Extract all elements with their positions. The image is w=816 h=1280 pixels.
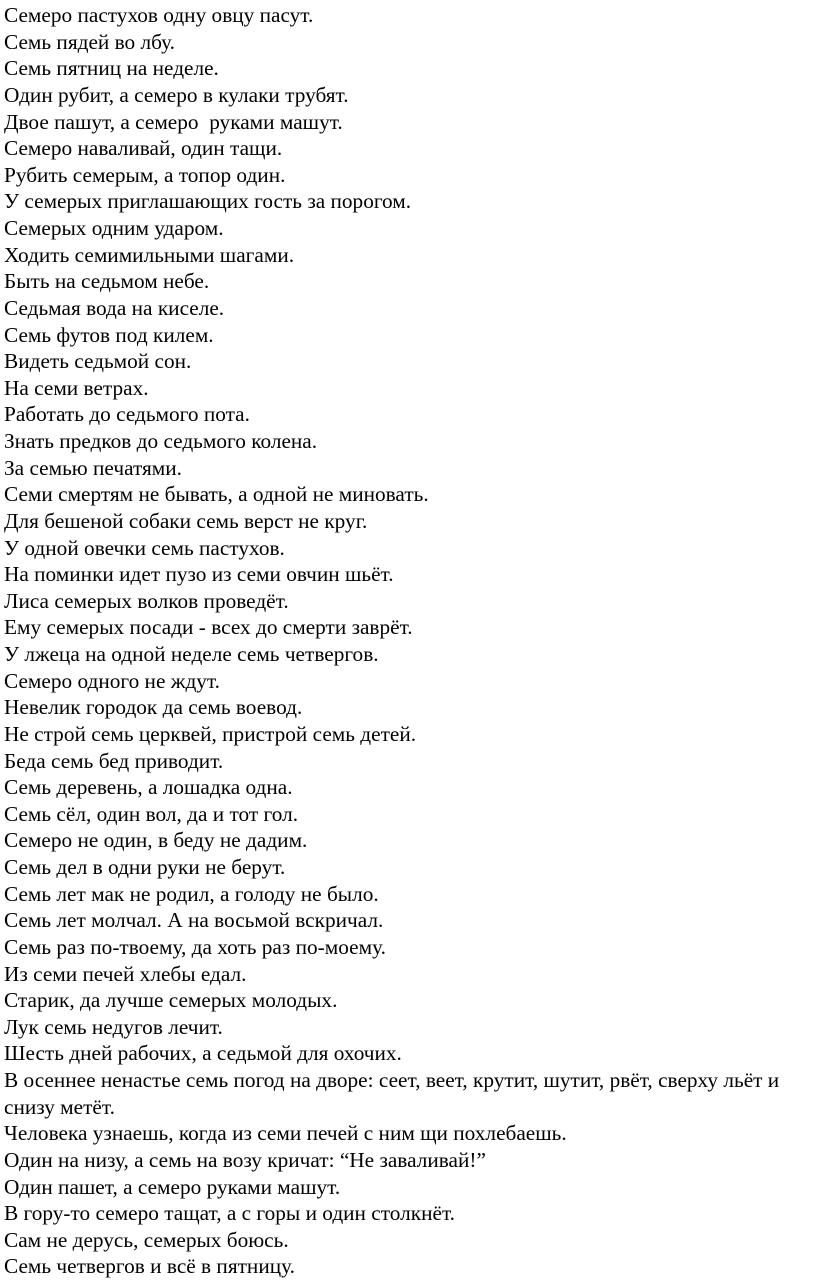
proverb-line: Семеро не один, в беду не дадим. (4, 828, 308, 853)
proverb-line: Седьмая вода на киселе. (4, 295, 225, 320)
proverb-line: Старик, да лучше семерых молодых. (4, 988, 338, 1013)
proverb-line: Человека узнаешь, когда из семи печей с ним щи похлебаешь. (4, 1121, 567, 1146)
proverb-line: Лук семь недугов лечит. (4, 1014, 223, 1039)
proverb-line: Семеро наваливай, один тащи. (4, 136, 283, 161)
proverb-line: У лжеца на одной неделе семь четвергов. (4, 642, 379, 666)
proverb-line: Семь пятниц на неделе. (4, 56, 219, 81)
proverb-line: Семь деревень, а лошадка одна. (4, 775, 293, 800)
proverb-line: Двое пашут, а семеро руками машут. (4, 109, 343, 134)
proverb-line: Ему семерых посади - всех до смерти заврёт. (4, 615, 413, 640)
proverb-line: Ходить семимильными шагами. (4, 242, 295, 267)
proverb-line: Быть на седьмом небе. (4, 269, 210, 294)
proverb-line: Семь футов под килем. (4, 322, 214, 347)
proverb-line: Семь лет молчал. А на восьмой вскричал. (4, 908, 384, 933)
proverb-line: Знать предков до седьмого колена. (4, 429, 318, 453)
proverb-line: Лиса семерых волков проведёт. (4, 588, 289, 613)
proverb-line: Видеть седьмой сон. (4, 349, 192, 374)
proverb-line: Семь раз по-твоему, да хоть раз по-моему. (4, 934, 386, 959)
proverb-line: Один на низу, а семь на возу кричат: “Не заваливай!” (4, 1147, 486, 1172)
proverb-line: Семь четвергов и всё в пятницу. (4, 1254, 295, 1279)
proverb-line: Не строй семь церквей, пристрой семь детей. (4, 721, 417, 746)
proverb-line: В осеннее ненастье семь погод на дворе: сеет, веет, крутит, шутит, рвёт, сверху льёт и снизу метёт. (4, 1068, 780, 1119)
proverb-line: У семерых приглашающих гость за порогом. (4, 189, 412, 214)
proverb-line: Семь лет мак не родил, а голоду не было. (4, 881, 379, 906)
proverb-line: Рубить семерым, а топор один. (4, 162, 286, 187)
proverb-line: Семеро одного не ждут. (4, 668, 220, 693)
proverb-line: Сам не дерусь, семерых боюсь. (4, 1227, 289, 1252)
proverb-line: Для бешеной собаки семь верст не круг. (4, 508, 368, 533)
proverb-line: Семь пядей во лбу. (4, 29, 176, 54)
proverb-line: Семеро пастухов одну овцу пасут. (4, 3, 314, 27)
proverb-line: Один рубит, а семеро в кулаки трубят. (4, 82, 349, 107)
proverb-line: Беда семь бед приводит. (4, 748, 224, 773)
proverb-line: Один пашет, а семеро руками машут. (4, 1174, 341, 1199)
proverb-line: Шесть дней рабочих, а седьмой для охочих. (4, 1041, 402, 1066)
proverb-line: Невелик городок да семь воевод. (4, 695, 303, 720)
proverb-line: За семью печатями. (4, 455, 182, 480)
proverb-line: Семерых одним ударом. (4, 216, 224, 240)
proverb-line: Семи смертям не бывать, а одной не миновать. (4, 482, 429, 507)
proverb-line: Семь дел в одни руки не берут. (4, 855, 286, 879)
proverb-line: На семи ветрах. (4, 375, 149, 400)
proverb-line: Работать до седьмого пота. (4, 402, 250, 427)
proverb-line: В гору-то семеро тащат, а с горы и один столкнёт. (4, 1201, 455, 1226)
proverb-line: Семь сёл, один вол, да и тот гол. (4, 801, 299, 826)
proverb-line: Из семи печей хлебы едал. (4, 961, 247, 986)
proverb-line: У одной овечки семь пастухов. (4, 535, 285, 560)
proverb-list (4, 2, 808, 1280)
proverb-line: На поминки идет пузо из семи овчин шьёт. (4, 562, 394, 587)
